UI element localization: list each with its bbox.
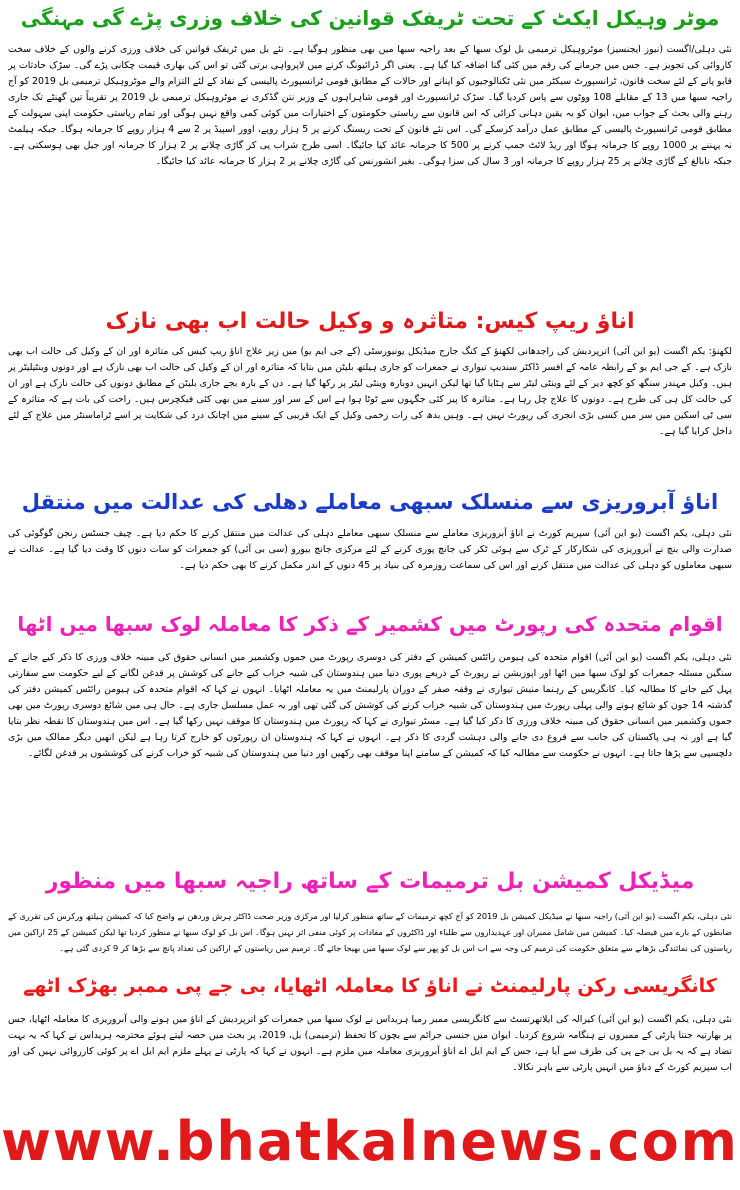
headline: اقوام متحدہ کی رپورٹ میں کشمیر کے ذکر کا معاملہ لوک سبھا میں اٹھا — [17, 612, 723, 636]
article-body: لکھنؤ: یکم اگست (یو این آئی) اترپردیش کی راجدھانی لکھنؤ کے کنگ جارج میڈیکل یونیورسٹی (کے جی ایم یو) میں زیر علاج اناؤ ریپ کیس کی متاثرہ اور ان کے وکیل کی حالت اب بھی نازک ہے۔ کے جی ایم یو کے رابطہ عامہ کے افسر ڈاکٹر سندیپ تیواری نے جمعرات کو جاری ہیلتھ بلیٹن میں بتایا کہ متاثرہ اور ان کے وکیل کی حالت اب بھی نازک ہے اور دونوں وینٹیلیٹر پر ہیں۔ وکیل مہندر سنگھ کو کچھ دیر کے لئے وینٹی لیٹر سے ہٹایا گیا تھا لیکن انہیں دوبارہ وینٹی لیٹر پر رکھا گیا ہے۔ دن کے بارہ بجے جاری بلیٹن کے مطابق دونوں کی حالت نازک ہے اور ان کی حالت کل ہی کی طرح ہے۔ دونوں کا علاج چل رہا ہے۔ متاثرہ کا پیر کئی جگہوں سے ٹوٹا ہوا ہے اس کے سر اور سینے میں بھی کئی فیکچرس ہیں۔ راحت کی بات ہے کہ متاثرہ کے سی ٹی اسکین میں سر میں کسی بڑی انجری کی رپورٹ نہیں ہے۔ وہیں بدھ کی رات زخمی وکیل کے ایک قریبی کے سینے میں اچانک درد کی شکایت پر اسے ٹراماسنٹر میں علاج کے لئے داخل کرایا گیا ہے۔ — [8, 346, 732, 437]
article-body: نئی دہلی/اگست (نیوز ایجنسیز) موٹروہیکل ترمیمی بل لوک سبھا کے بعد راجیہ سبھا میں بھی منظور ہوگیا ہے۔ نئے بل میں ٹریفک قوانین کی خلاف ورزی کرنے والوں کے خلاف سخت کاروائی کی تجویز ہے۔ جس میں جرمانے کی رقم میں کئی گنا اضافہ کیا گیا ہے۔ یعنی اگر ڈرائیونگ کرنے میں لاپرواہی برتی گئی تو اس کی بھاری قیمت چکانی پڑے گی۔ سڑک حادثات پر قابو پانے کے لئے سخت قانون، ٹرانسپورٹ سیکٹر میں نئی ٹکنالوجیوں کو اپنانے اور حالات کے مطابق قومی ٹرانسپورٹ پالیسی کے نفاذ کے لئے التزام والے موٹروہیکل ترمیمی بل 2019 کو آج راجیہ سبھا میں 13 کے مقابلے 108 ووٹوں سے پاس کردیا گیا۔ سڑک ٹرانسپورٹ اور قومی شاہراہوں کے وزیر نتن گڈکری نے موٹروہیکل ترمیمی بل 2019 پر تقریباً تین گھنٹے تک جاری رہنے والی بحث کے جواب میں، ایوان کو یہ یقین دہانی کرائی کہ اس قانون سے ریاستی حکومتوں کے اختیارات میں کوئی کمی واقع نہیں ہوگی اور تمام ریاستی حکومت اپنی سہولت کے مطابق قومی ٹرانسپورٹ پالیسی کے مطابق عمل درآمد کرسکے گی۔ اس نئے قانون کے تحت ریسنگ کرنے پر 5 ہزار روپے، اوور اسپیڈ پر 2 سے 4 ہزار روپے کا جرمانہ ہوگا۔ جبکہ ہیلمٹ نہ پہننے پر 1000 روپے کا جرمانہ ہوگا اور ریڈ لائٹ جمپ کرنے پر 500 کا جرمانہ عائد کیا جائیگا۔ اسی طرح شراب پی کر گاڑی چلانے پر 2 ہزار کا جرمانہ اور جیل بھی ہوسکتی ہے۔ جبکہ نابالغ کے گاڑی چلانے پر 25 ہزار روپے کا جرمانہ اور 3 سال کی سزا ہوگی۔ بغیر انشورنس کی گاڑی چلانے پر 2 ہزار کا جرمانہ عائد کیا جائیگا۔ — [8, 44, 732, 167]
article-body: نئی دہلی، یکم اگست (یو این آئی) کیرالہ کی ایلاتھرتسٹ سے کانگریسی ممبر رمیا ہریداس نے لوک سبھا میں جمعرات کو اترپردیش کے اناؤ میں ہونے والی آبروریزی کا معاملہ اٹھایا، جس پر بھارتیہ جنتا پارٹی کے ممبروں نے ہنگامہ شروع کردیا۔ ایوان میں جنسی جرائم سے بچوں کا تحفظ (ترمیمی) بل، 2019، پر بحث میں حصہ لیتے ہوئے محترمہ ہریداس نے کہا کہ یہ بہت تضاد ہے کہ یہ بل بی جے پی کی طرف سے آیا ہے، جس کے ایم ایل اے اناؤ آبروریزی معاملہ میں ملزم ہے۔ انہوں نے کہا کہ پارٹی نے پہلے ملزم ایم ایل اے پر کوئی کارروائی نہیں کی اور اب سپریم کورٹ کے دباؤ میں انہیں پارٹی سے باہر نکالا۔ — [8, 1014, 732, 1073]
site-url-banner: www.bhatkalnews.com — [1, 1110, 739, 1173]
article-unnao-cases-delhi — [0, 488, 740, 606]
headline: میڈیکل کمیشن بل ترمیمات کے ساتھ راجیہ سبھا میں منظور — [45, 869, 695, 894]
article-motor-vehicle-act — [0, 4, 740, 304]
headline: اناؤ آبروریزی سے منسلک سبھی معاملے دھلی کی عدالت میں منتقل — [21, 490, 719, 514]
headline: اناؤ ریپ کیس: متاثرہ و وکیل حالت اب بھی نازک — [105, 309, 635, 334]
headline: موٹر وہیکل ایکٹ کے تحت ٹریفک قوانین کی خلاف وزری پڑے گی مہنگی — [20, 6, 720, 30]
article-body: نئی دہلی، یکم اگست (یو این آئی) اقوام متحدہ کی ہیومن رائٹس کمیشن کے دفتر کی دوسری رپورٹ میں جموں وکشمیر میں انسانی حقوق کی مبینہ خلاف ورزی کا ذکر کیے جانے کے سنگین مسئلہ جمعرات کو لوک سبھا میں اٹھا اور اپوزیشن نے رپورٹ کے ذریعے پوری دنیا میں ہندوستان کی شبیہ خراب کیے جانے کی کوشش پر قدغن لگانے کے لیے حکومت سے سفارتی پہل کیے جانے کا مطالبہ کیا۔ کانگریس کے رہنما منیش تیواری نے وقفہ صفر کے دوران پارلیمنٹ میں یہ معاملہ اٹھایا۔ انہوں نے کہا کہ اقوام متحدہ کی ہیومن رائٹس کمیشن دفتر کی گذشتہ 14 جون کو شائع ہونے والی پہلی رپورٹ میں ہندوستان کی شبیہ خراب کرنے کی کوشش کی گئی تھی اور یہ عمل مسلسل جاری ہے۔ حال ہی میں شائع دوسری رپورٹ میں بھی جموں وکشمیر میں انسانی حقوق کی مبینہ خلاف ورزی کا ذکر کیا گیا ہے۔ مسٹر تیواری نے کہا کہ رپورٹ میں ہندوستان کا موقف نہیں رکھا گیا ہے۔ اس میں ہندوستان کا نقطہ نظر بتایا گیا ہے اور نہ ہی پاکستان کی جانب سے فروغ دی جانے والی دہشت گردی کا ذکر ہے۔ انہوں نے کہا کہ ہندوستان ان رپورٹوں کو خارج کرتا رہا ہے لیکن انھیں دیگر ممالک میں بڑی دلچسپی سے پڑھا جاتا ہے۔ انہوں نے حکومت سے مطالبہ کیا کہ کمیشن کے سامنے اپنا موقف بھی رکھیں اور دنیا میں ہندوستان کی شبیہ کو خراب کرنے کی کوششوں پر قدغن لگائے۔ — [8, 652, 732, 759]
article-unnao-victim-condition — [0, 308, 740, 486]
headline: کانگریسی رکن پارلیمنٹ نے اناؤ کا معاملہ اٹھایا، بی جے پی ممبر بھڑک اٹھے — [23, 975, 717, 997]
article-congress-mp-unnao — [0, 972, 740, 1088]
article-body: نئی دہلی، یکم اگست (یو این آئی) راجیہ سبھا نے میڈیکل کمیشن بل 2019 کو آج کچھ ترمیمات کے ساتھ منظور کرلیا اور مرکزی وزیر صحت ڈاکٹر ہرش وردھن نے واضح کیا کہ کمیشن ہیلتھ ورکرس کی تقرری کے ضابطوں کے بارے میں فیصلہ کیا۔ کمیشن میں شامل ممبران اور عہدیداروں سے طلباء اور ڈاکٹروں کے مفادات پر کوئی منفی اثر نہیں ہوگا۔ اس بل کو لوک سبھا نے منظور کردیا تھا لیکن کمیشن کے 25 اراکین میں ریاستوں کی نمائندگی بڑھانے سے متعلق حکومت کی ترمیم کی وجہ سے اب اس بل کو پھر سے لوک سبھا میں بھیجا جائے گا۔ ترمیم میں ریاستوں کے اراکین کی تعداد پانچ سے بڑھا کر 9 کردی گئی ہے۔ — [8, 911, 732, 953]
article-body: نئی دہلی، یکم اگست (یو این آئی) سپریم کورٹ نے اناؤ آبروریزی معاملے سے منسلک سبھی معاملے دہلی کی عدالت میں منتقل کرنے کا حکم دیا ہے۔ چیف جسٹس رنجن گوگوئی کی صدارت والی بنچ نے آبروریزی کی شکارکار کے ٹرک سے ہوئی ٹکر کی جانچ پوری کرنے کے لئے مرکزی جانچ بیورو (سی بی آئی) کو جمعرات کو سات دنوں کا وقت دیا گیا ہے۔ عدالت نے سبھی معاملوں کو دہلی کی عدالت میں منتقل کرنے اور اس کی سماعت روزمرہ کی بنیاد پر 45 دنوں کے اندر مکمل کرنے کا بھی حکم دیا ہے۔ — [8, 528, 732, 571]
article-medical-commission-bill — [0, 868, 740, 972]
article-un-report-kashmir — [0, 610, 740, 868]
